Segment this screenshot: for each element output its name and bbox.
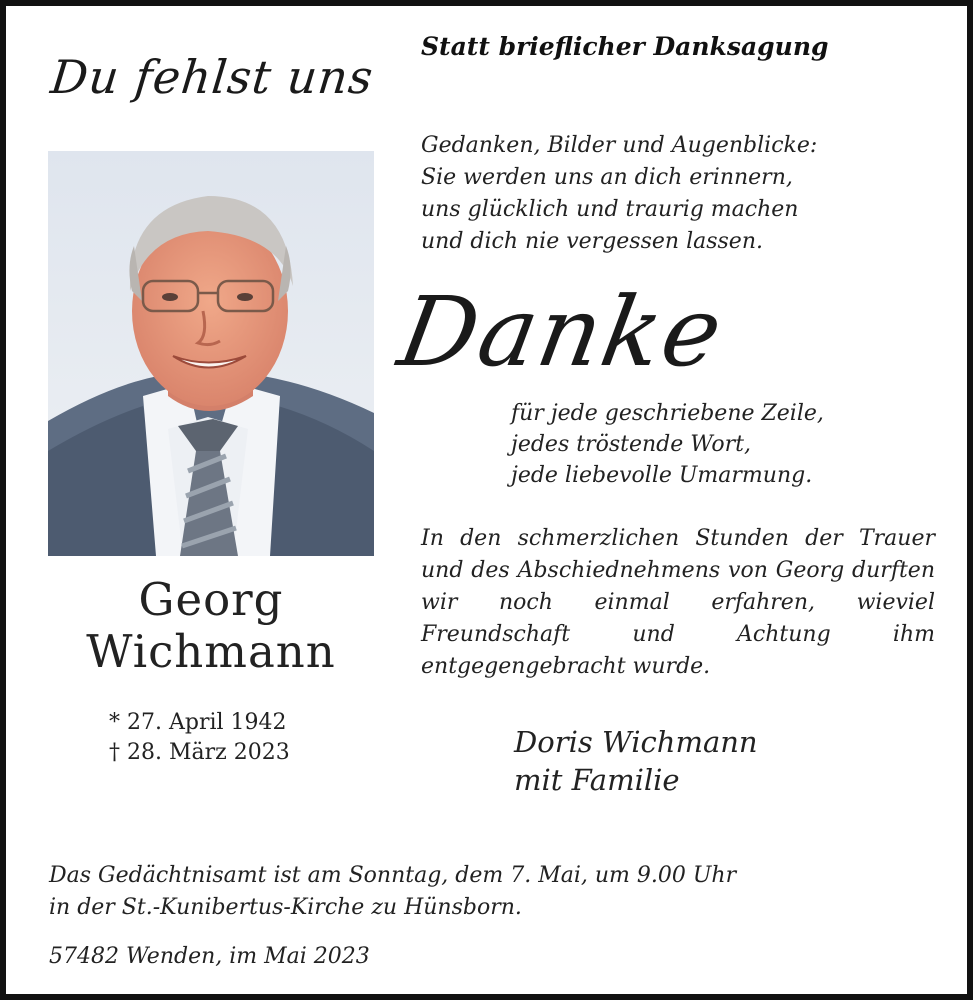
poem-line: Sie werden uns an dich erinnern, (421, 165, 793, 190)
place-date: 57482 Wenden, im Mai 2023 (49, 944, 370, 969)
deceased-name (48, 574, 374, 678)
deceased-first-name: Georg (138, 573, 284, 626)
thanks-lines-block (511, 398, 824, 491)
notice-title: Statt brieflicher Danksagung (421, 32, 829, 61)
death-date: † 28. März 2023 (109, 740, 290, 765)
memorial-service-info (49, 860, 736, 924)
life-dates (109, 708, 290, 768)
birth-date: * 27. April 1942 (109, 710, 287, 735)
poem-block (421, 130, 817, 258)
thanks-line: jedes tröstende Wort, (511, 432, 751, 457)
signature-name: Doris Wichmann (514, 725, 758, 759)
service-line: in der St.-Kunibertus-Kirche zu Hünsborn. (49, 895, 522, 920)
poem-line: uns glücklich und traurig machen (421, 197, 799, 222)
poem-line: und dich nie vergessen lassen. (421, 229, 763, 254)
signature-block (514, 723, 758, 799)
danke-script-heading: Danke (391, 276, 732, 388)
thanks-line: jede liebevolle Umarmung. (511, 463, 813, 488)
gratitude-paragraph: In den schmerzlichen Stunden der Trauer und des Abschiednehmens von Georg durften wir noch einmal erfahren, wieviel Freundschaft und Achtung ihm entgegengebracht wurde. (421, 526, 935, 679)
header-script-text: Du fehlst uns (48, 50, 377, 104)
deceased-last-name: Wichmann (86, 625, 336, 678)
service-line: Das Gedächtnisamt ist am Sonntag, dem 7. Mai, um 9.00 Uhr (49, 863, 737, 888)
thanks-line: für jede geschriebene Zeile, (511, 401, 824, 426)
poem-line: Gedanken, Bilder und Augenblicke: (421, 133, 818, 158)
portrait-photo (48, 151, 374, 556)
signature-family: mit Familie (514, 763, 680, 797)
